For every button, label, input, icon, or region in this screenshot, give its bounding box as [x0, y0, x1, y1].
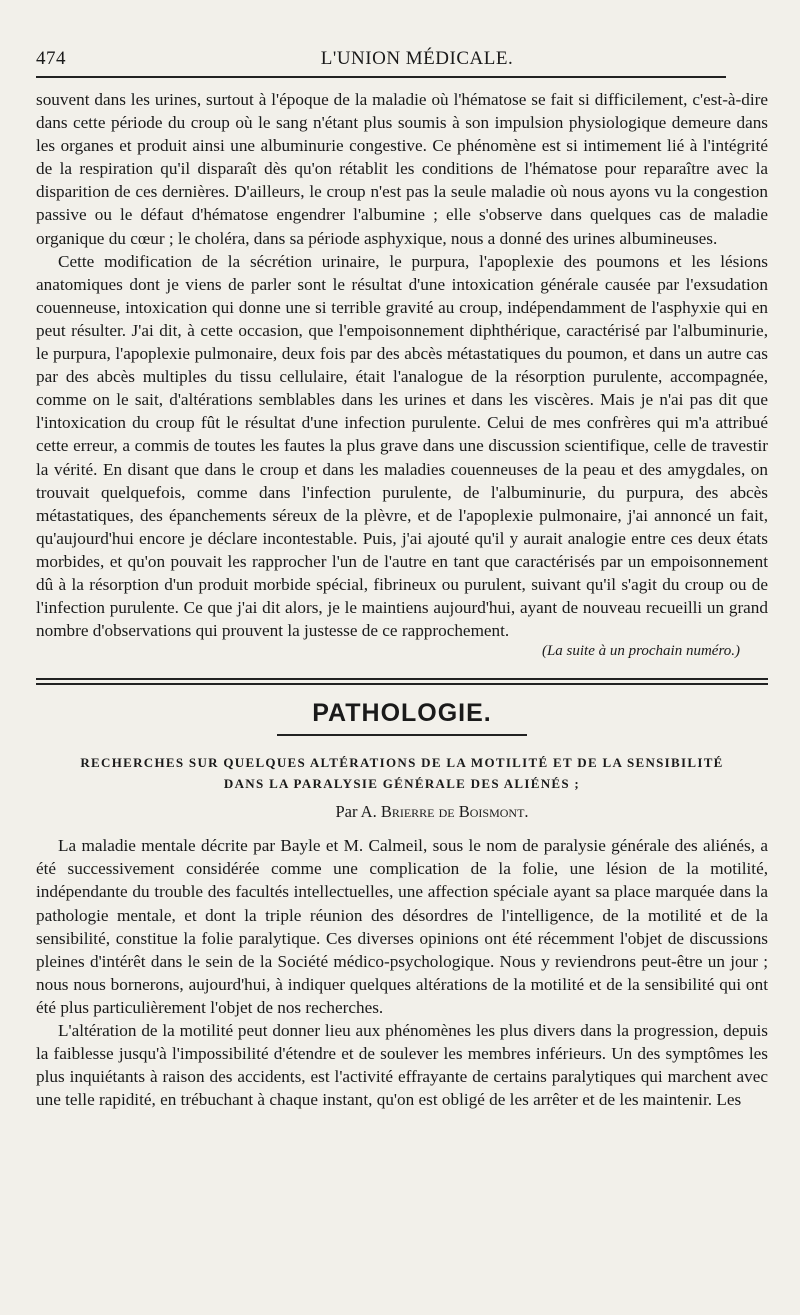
byline-prefix: Par A. — [335, 802, 377, 822]
byline — [96, 802, 768, 822]
paragraph: souvent dans les urines, surtout à l'époque de la maladie où l'hématose se fait si difficilement, c'est-à-dire dans cette période du croup où le sang n'étant plus soumis à son impulsion physiologique demeure dans les organes et produit ainsi une albuminurie congestive. Ce phénomène est si intimement lié à l'intégrité de la respiration qu'il disparaît dès qu'on rétablit les conditions de l'hématose pour reparaître avec la disparition de ces dernières. D'ailleurs, le croup n'est pas la seule maladie où nous ayons vu la congestion passive ou le défaut d'hématose engendrer l'albumine ; elle s'observe dans quelques cas de maladie organique du cœur ; le choléra, dans sa période asphyxique, nous a donné des urines albumineuses. — [36, 90, 768, 248]
paragraph: Cette modification de la sécrétion urinaire, le purpura, l'apoplexie des poumons et les lésions anatomiques dont je viens de parler sont le résultat d'une intoxication générale causée par l'exsudation couenneuse, intoxication qui donne une si terrible gravité au croup, indépendamment de l'asphyxie qui en peut résulter. J'ai dit, à cette occasion, que l'empoisonnement diphthérique, caractérisé par l'albuminurie, le purpura, l'apoplexie pulmonaire, deux fois par des abcès métastatiques du poumon, et dans un autre cas par des abcès multiples du tissu cellulaire, était l'analogue de la résorption purulente, accompagnée, comme on le sait, d'altérations semblables dans les urines et dans les viscères. Mais je n'ai pas dit que l'intoxication du croup fût le résultat d'une infection purulente. Celui de mes confrères qui m'a attribué cette erreur, a commis de toutes les fautes la plus grave dans une discussion scientifique, celle de travestir la vérité. En disant que dans le croup et dans les maladies couenneuses de la peau et des amygdales, on trouvait quelquefois, comme dans l'infection purulente, de l'albuminurie, du purpura, des abcès métastatiques, des épanchements séreux de la plèvre, et de l'apoplexie pulmonaire, j'ai annoncé un fait, qu'aujourd'hui encore je déclare incontestable. Puis, j'ai ajouté qu'il y aurait analogie entre ces deux états morbides, et qu'on pouvait les rapprocher l'un de l'autre en tant que caractérisés par un empoisonnement dû à la résorption d'un produit morbide spécial, fibrineux ou purulent, suivant qu'il s'agit du croup ou de l'infection purulente. Ce que j'ai dit alors, je le maintiens aujourd'hui, ayant de nouveau recueilli un grand nombre d'observations qui prouvent la justesse de ce rapprochement. — [36, 251, 768, 641]
article-title-line: RECHERCHES SUR QUELQUES ALTÉRATIONS DE LA MOTILITÉ ET DE LA SENSIBILITÉ — [80, 755, 724, 771]
paragraph: La maladie mentale décrite par Bayle et M. Calmeil, sous le nom de paralysie générale des aliénés, a été successivement considérée comme une complication de la folie, une lésion de la motilité, indépendante du trouble des facultés intellectuelles, une affection spéciale ayant sa place marquée dans la pathologie mentale, et dont la triple réunion des désordres de l'intelligence, de la motilité et de la sensibilité, constitue la folie paralytique. Ces diverses opinions ont été récemment l'objet de discussions pleines d'intérêt dans le sein de la Société médico-psychologique. Nous y reviendrons peut-être un jour ; nous nous bornerons, aujourd'hui, à indiquer quelques altérations de la motilité et de la sensibilité qui ont été plus particulièrement l'objet de nos recherches. — [36, 836, 768, 1017]
continuation-note: (La suite à un prochain numéro.) — [541, 643, 740, 660]
article-title — [36, 752, 768, 794]
section-title: PATHOLOGIE. — [312, 699, 492, 728]
paragraph: L'altération de la motilité peut donner lieu aux phénomènes les plus divers dans la progression, depuis la faiblesse jusqu'à l'impossibilité d'étendre et de soulever les membres inférieurs. Un des symptômes les plus inquiétants à raison des accidents, est l'activité effrayante de certains paralytiques qui marchent avec une telle rapidité, en trébuchant à chaque instant, qu'on est obligé de les arrêter et de les maintenir. Les — [36, 1021, 768, 1110]
article-body — [36, 834, 768, 1111]
header-rule — [36, 76, 726, 78]
article-title-line: DANS LA PARALYSIE GÉNÉRALE DES ALIÉNÉS ; — [223, 776, 581, 792]
page-number: 474 — [36, 48, 66, 69]
running-header — [36, 44, 768, 72]
journal-title: L'UNION MÉDICALE. — [320, 48, 514, 69]
section-divider — [36, 678, 768, 685]
continued-article — [36, 88, 768, 642]
byline-author: Brierre de Boismont. — [380, 802, 529, 822]
section-title-rule — [277, 734, 527, 736]
